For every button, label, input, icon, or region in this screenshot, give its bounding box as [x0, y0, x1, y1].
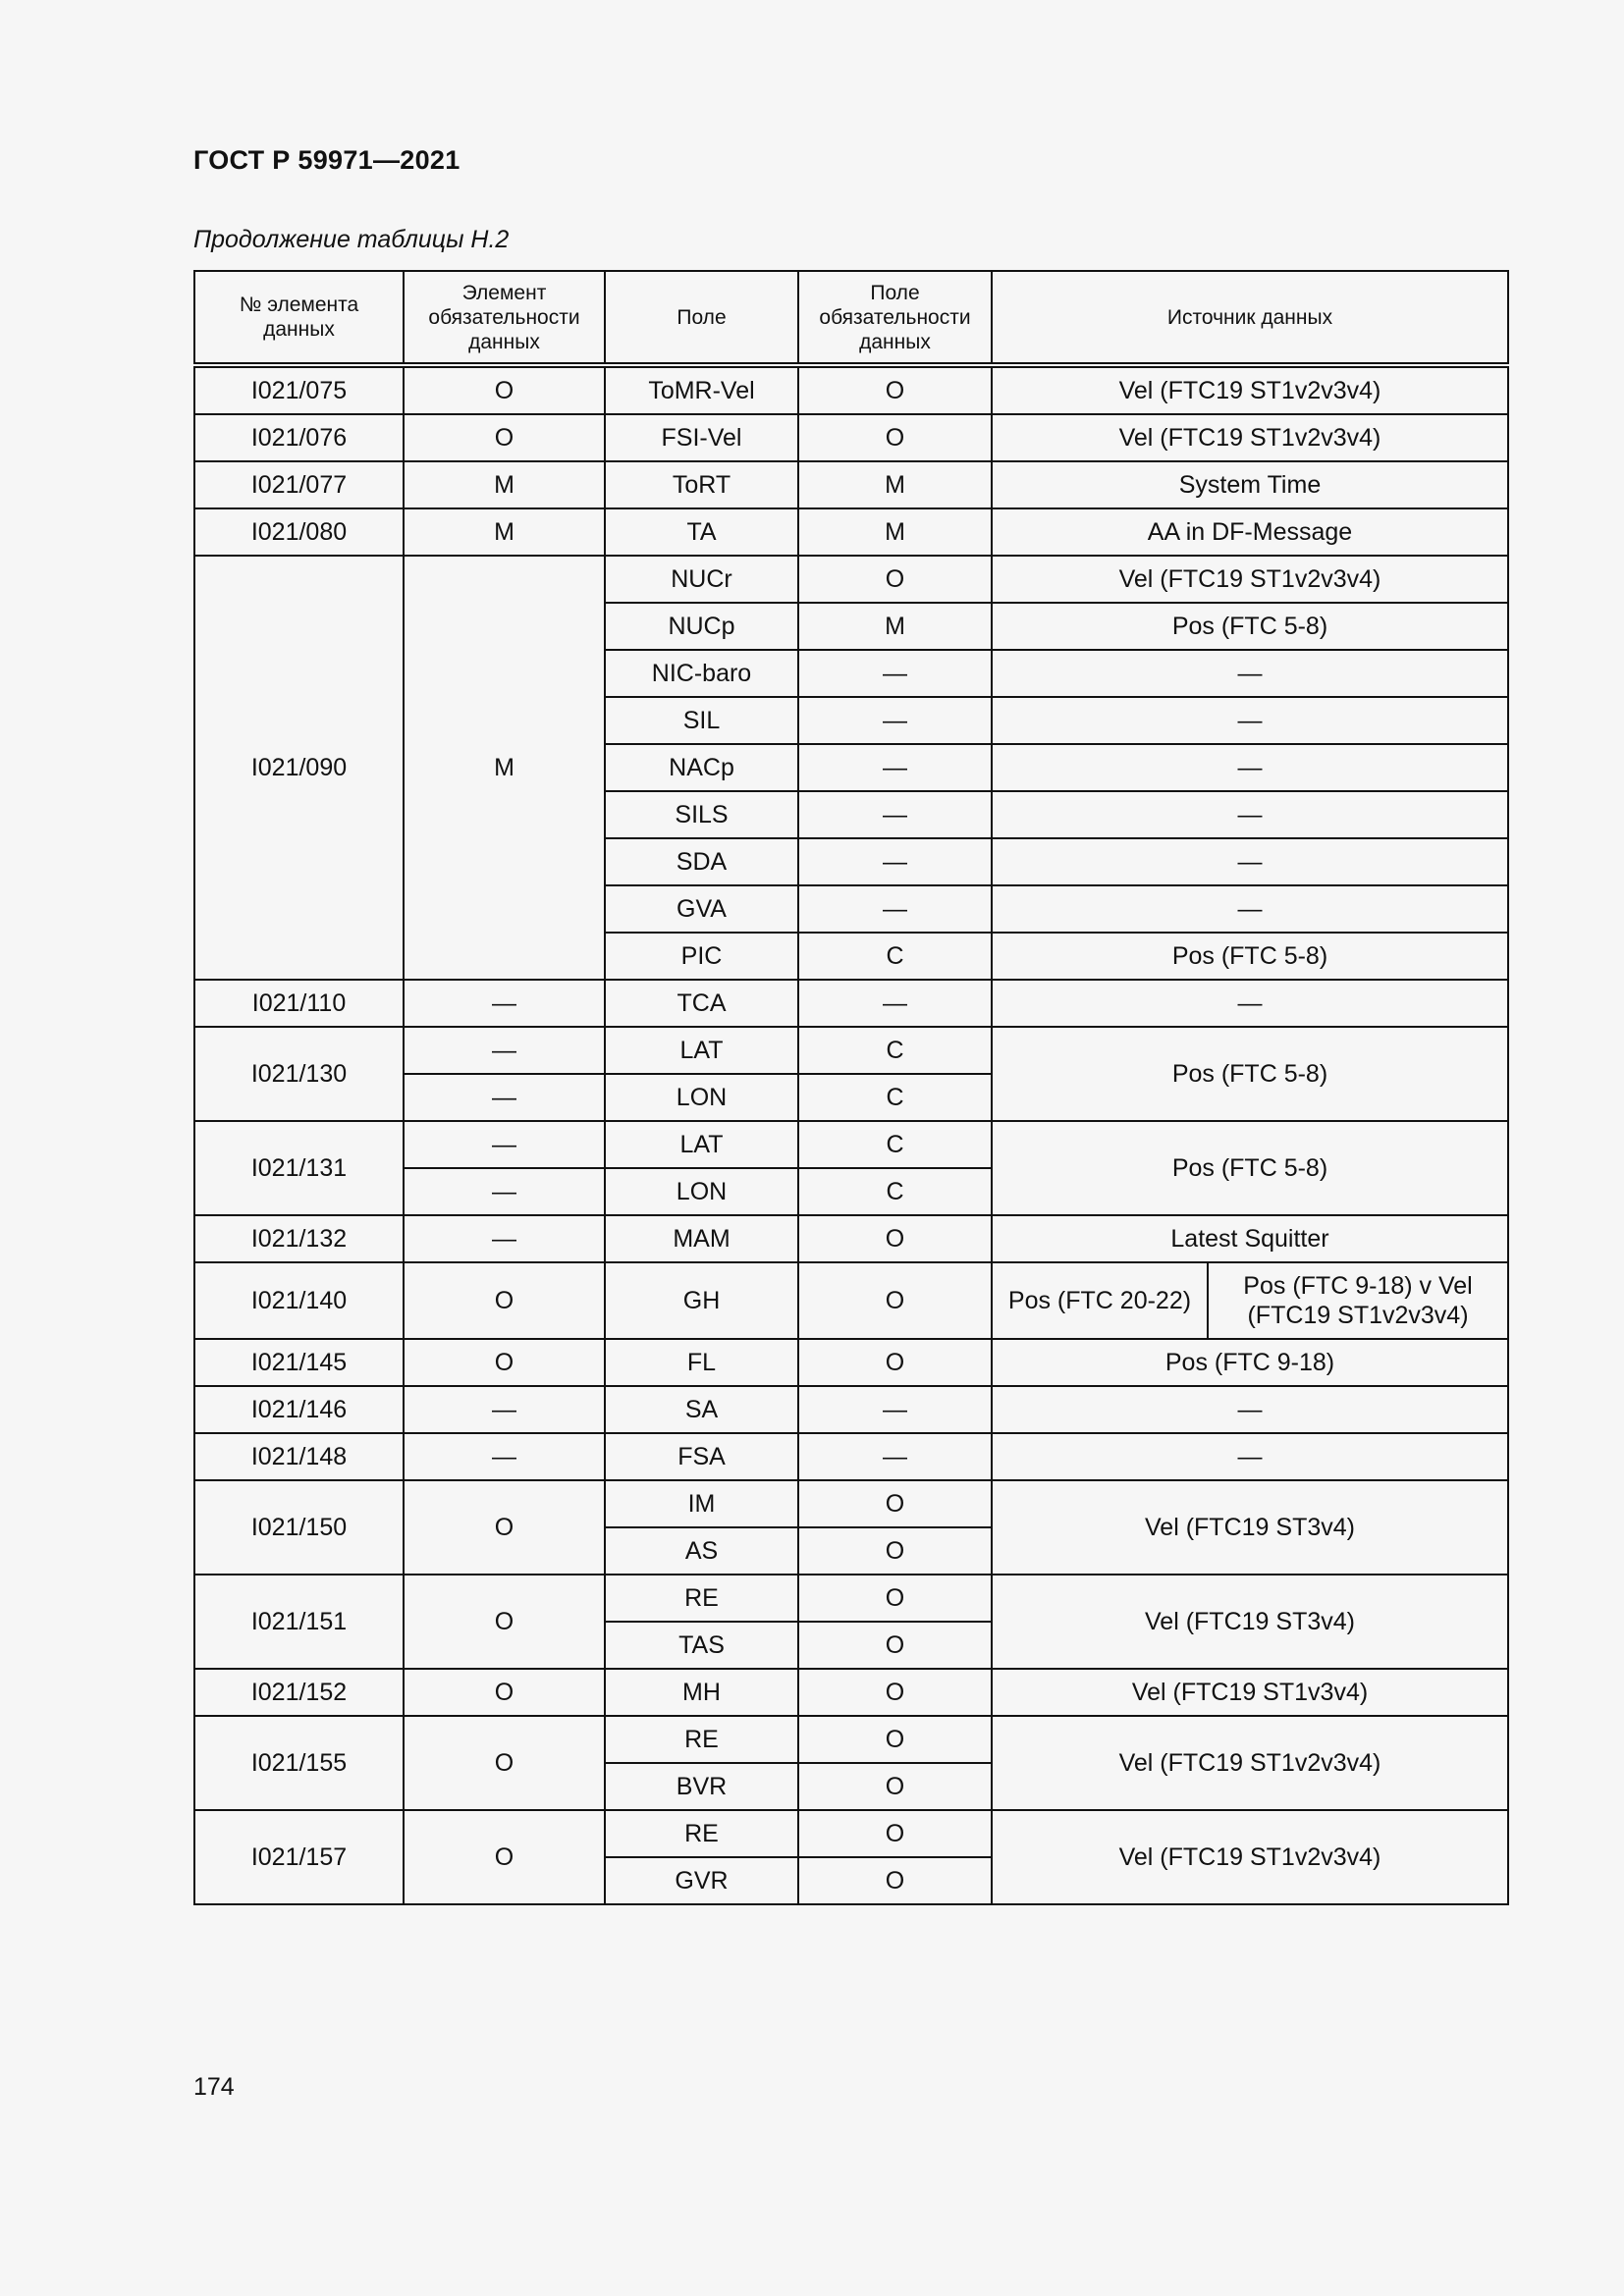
- item-mandatory-cell: —: [404, 1027, 605, 1074]
- data-table-container: [193, 270, 1507, 1905]
- item-mandatory-cell: O: [404, 1480, 605, 1575]
- field-mandatory-cell: C: [798, 1027, 992, 1074]
- column-header-item-number: № элемента данных: [194, 271, 404, 365]
- field-cell: SA: [605, 1386, 798, 1433]
- field-cell: NUCr: [605, 556, 798, 603]
- table-row: [194, 461, 1508, 508]
- item-number-cell: I021/077: [194, 461, 404, 508]
- field-mandatory-cell: C: [798, 1121, 992, 1168]
- field-cell: FSI-Vel: [605, 414, 798, 461]
- source-cell: —: [992, 1433, 1508, 1480]
- item-number-cell: I021/130: [194, 1027, 404, 1121]
- source-cell: —: [992, 838, 1508, 885]
- item-mandatory-cell: O: [404, 1716, 605, 1810]
- item-number-cell: I021/151: [194, 1575, 404, 1669]
- field-cell: NIC-baro: [605, 650, 798, 697]
- field-mandatory-cell: O: [798, 1857, 992, 1904]
- field-mandatory-cell: O: [798, 1622, 992, 1669]
- source-cell-primary: Pos (FTC 20-22): [992, 1262, 1208, 1339]
- column-header-item-mandatory: Элемент обязательности данных: [404, 271, 605, 365]
- field-mandatory-cell: O: [798, 1339, 992, 1386]
- source-cell: Vel (FTC19 ST3v4): [992, 1575, 1508, 1669]
- field-mandatory-cell: O: [798, 1215, 992, 1262]
- field-cell: RE: [605, 1810, 798, 1857]
- item-mandatory-cell: O: [404, 414, 605, 461]
- field-cell: AS: [605, 1527, 798, 1575]
- item-mandatory-cell: M: [404, 508, 605, 556]
- field-cell: SIL: [605, 697, 798, 744]
- field-mandatory-cell: C: [798, 1168, 992, 1215]
- table-header-row: [194, 271, 1508, 365]
- field-mandatory-cell: O: [798, 1262, 992, 1339]
- table-row: [194, 1669, 1508, 1716]
- field-cell: FSA: [605, 1433, 798, 1480]
- field-cell: ToMR-Vel: [605, 365, 798, 414]
- field-cell: ToRT: [605, 461, 798, 508]
- column-header-field: Поле: [605, 271, 798, 365]
- source-cell: Pos (FTC 5-8): [992, 603, 1508, 650]
- table-row: [194, 365, 1508, 414]
- source-cell: Vel (FTC19 ST1v2v3v4): [992, 365, 1508, 414]
- item-number-cell: I021/132: [194, 1215, 404, 1262]
- item-mandatory-cell: —: [404, 1433, 605, 1480]
- source-cell: —: [992, 791, 1508, 838]
- item-mandatory-cell: M: [404, 556, 605, 980]
- table-caption: Продолжение таблицы Н.2: [193, 226, 510, 253]
- table-row: [194, 1262, 1508, 1339]
- table-row: [194, 556, 1508, 603]
- source-cell: Pos (FTC 9-18): [992, 1339, 1508, 1386]
- item-number-cell: I021/140: [194, 1262, 404, 1339]
- column-header-data-source: Источник данных: [992, 271, 1508, 365]
- field-cell: BVR: [605, 1763, 798, 1810]
- field-mandatory-cell: M: [798, 461, 992, 508]
- field-mandatory-cell: O: [798, 1480, 992, 1527]
- source-cell: Pos (FTC 5-8): [992, 1027, 1508, 1121]
- field-mandatory-cell: M: [798, 603, 992, 650]
- field-mandatory-cell: —: [798, 650, 992, 697]
- table-row: [194, 1339, 1508, 1386]
- field-cell: TA: [605, 508, 798, 556]
- item-mandatory-cell: —: [404, 1168, 605, 1215]
- field-cell: SILS: [605, 791, 798, 838]
- item-number-cell: I021/075: [194, 365, 404, 414]
- data-table: [193, 270, 1509, 1905]
- item-number-cell: I021/152: [194, 1669, 404, 1716]
- item-mandatory-cell: O: [404, 365, 605, 414]
- field-cell: TCA: [605, 980, 798, 1027]
- source-cell: —: [992, 744, 1508, 791]
- field-cell: RE: [605, 1575, 798, 1622]
- column-header-field-mandatory: Поле обязательности данных: [798, 271, 992, 365]
- table-row: [194, 1215, 1508, 1262]
- field-mandatory-cell: O: [798, 1716, 992, 1763]
- source-cell: —: [992, 1386, 1508, 1433]
- item-mandatory-cell: M: [404, 461, 605, 508]
- source-cell: Latest Squitter: [992, 1215, 1508, 1262]
- source-cell: Vel (FTC19 ST3v4): [992, 1480, 1508, 1575]
- source-cell: —: [992, 697, 1508, 744]
- table-row: [194, 1575, 1508, 1622]
- source-cell: Vel (FTC19 ST1v2v3v4): [992, 1716, 1508, 1810]
- item-mandatory-cell: O: [404, 1575, 605, 1669]
- page-number: 174: [193, 2073, 235, 2101]
- item-mandatory-cell: O: [404, 1669, 605, 1716]
- item-mandatory-cell: —: [404, 1074, 605, 1121]
- field-mandatory-cell: —: [798, 744, 992, 791]
- source-cell: Vel (FTC19 ST1v2v3v4): [992, 556, 1508, 603]
- item-mandatory-cell: O: [404, 1810, 605, 1904]
- field-cell: IM: [605, 1480, 798, 1527]
- field-cell: GVA: [605, 885, 798, 933]
- field-cell: GVR: [605, 1857, 798, 1904]
- table-row: [194, 1386, 1508, 1433]
- item-number-cell: I021/080: [194, 508, 404, 556]
- source-cell: AA in DF-Message: [992, 508, 1508, 556]
- source-cell: —: [992, 885, 1508, 933]
- table-row: [194, 1810, 1508, 1857]
- item-mandatory-cell: —: [404, 1215, 605, 1262]
- item-number-cell: I021/155: [194, 1716, 404, 1810]
- source-cell: —: [992, 980, 1508, 1027]
- field-cell: RE: [605, 1716, 798, 1763]
- field-mandatory-cell: O: [798, 414, 992, 461]
- field-mandatory-cell: —: [798, 697, 992, 744]
- item-number-cell: I021/157: [194, 1810, 404, 1904]
- field-mandatory-cell: —: [798, 885, 992, 933]
- item-number-cell: I021/145: [194, 1339, 404, 1386]
- table-row: [194, 1121, 1508, 1168]
- field-mandatory-cell: C: [798, 1074, 992, 1121]
- field-cell: LAT: [605, 1121, 798, 1168]
- item-mandatory-cell: —: [404, 1121, 605, 1168]
- table-row: [194, 414, 1508, 461]
- field-cell: TAS: [605, 1622, 798, 1669]
- field-cell: LON: [605, 1074, 798, 1121]
- item-mandatory-cell: O: [404, 1339, 605, 1386]
- field-mandatory-cell: O: [798, 1763, 992, 1810]
- field-cell: MH: [605, 1669, 798, 1716]
- item-number-cell: I021/148: [194, 1433, 404, 1480]
- field-mandatory-cell: —: [798, 838, 992, 885]
- field-cell: MAM: [605, 1215, 798, 1262]
- field-mandatory-cell: O: [798, 1575, 992, 1622]
- table-row: [194, 1433, 1508, 1480]
- table-row: [194, 1027, 1508, 1074]
- item-mandatory-cell: —: [404, 1386, 605, 1433]
- field-mandatory-cell: —: [798, 791, 992, 838]
- field-mandatory-cell: O: [798, 556, 992, 603]
- field-mandatory-cell: —: [798, 980, 992, 1027]
- field-mandatory-cell: O: [798, 1810, 992, 1857]
- field-cell: FL: [605, 1339, 798, 1386]
- field-cell: NUCp: [605, 603, 798, 650]
- source-cell-alternative: Pos (FTC 9-18) v Vel (FTC19 ST1v2v3v4): [1208, 1262, 1508, 1339]
- table-row: [194, 1480, 1508, 1527]
- item-number-cell: I021/110: [194, 980, 404, 1027]
- field-mandatory-cell: —: [798, 1386, 992, 1433]
- field-mandatory-cell: —: [798, 1433, 992, 1480]
- item-number-cell: I021/146: [194, 1386, 404, 1433]
- table-row: [194, 980, 1508, 1027]
- field-mandatory-cell: O: [798, 365, 992, 414]
- table-row: [194, 1716, 1508, 1763]
- field-cell: SDA: [605, 838, 798, 885]
- source-cell: Vel (FTC19 ST1v2v3v4): [992, 1810, 1508, 1904]
- item-number-cell: I021/090: [194, 556, 404, 980]
- field-cell: GH: [605, 1262, 798, 1339]
- source-cell: Pos (FTC 5-8): [992, 933, 1508, 980]
- field-cell: PIC: [605, 933, 798, 980]
- field-cell: LON: [605, 1168, 798, 1215]
- source-cell: Vel (FTC19 ST1v3v4): [992, 1669, 1508, 1716]
- item-number-cell: I021/076: [194, 414, 404, 461]
- item-mandatory-cell: O: [404, 1262, 605, 1339]
- source-cell: —: [992, 650, 1508, 697]
- field-mandatory-cell: M: [798, 508, 992, 556]
- field-mandatory-cell: O: [798, 1527, 992, 1575]
- document-code: ГОСТ Р 59971—2021: [193, 145, 460, 175]
- table-row: [194, 508, 1508, 556]
- source-cell: Vel (FTC19 ST1v2v3v4): [992, 414, 1508, 461]
- item-number-cell: I021/150: [194, 1480, 404, 1575]
- field-mandatory-cell: O: [798, 1669, 992, 1716]
- item-mandatory-cell: —: [404, 980, 605, 1027]
- source-cell: System Time: [992, 461, 1508, 508]
- source-cell: Pos (FTC 5-8): [992, 1121, 1508, 1215]
- field-cell: LAT: [605, 1027, 798, 1074]
- field-mandatory-cell: C: [798, 933, 992, 980]
- field-cell: NACp: [605, 744, 798, 791]
- item-number-cell: I021/131: [194, 1121, 404, 1215]
